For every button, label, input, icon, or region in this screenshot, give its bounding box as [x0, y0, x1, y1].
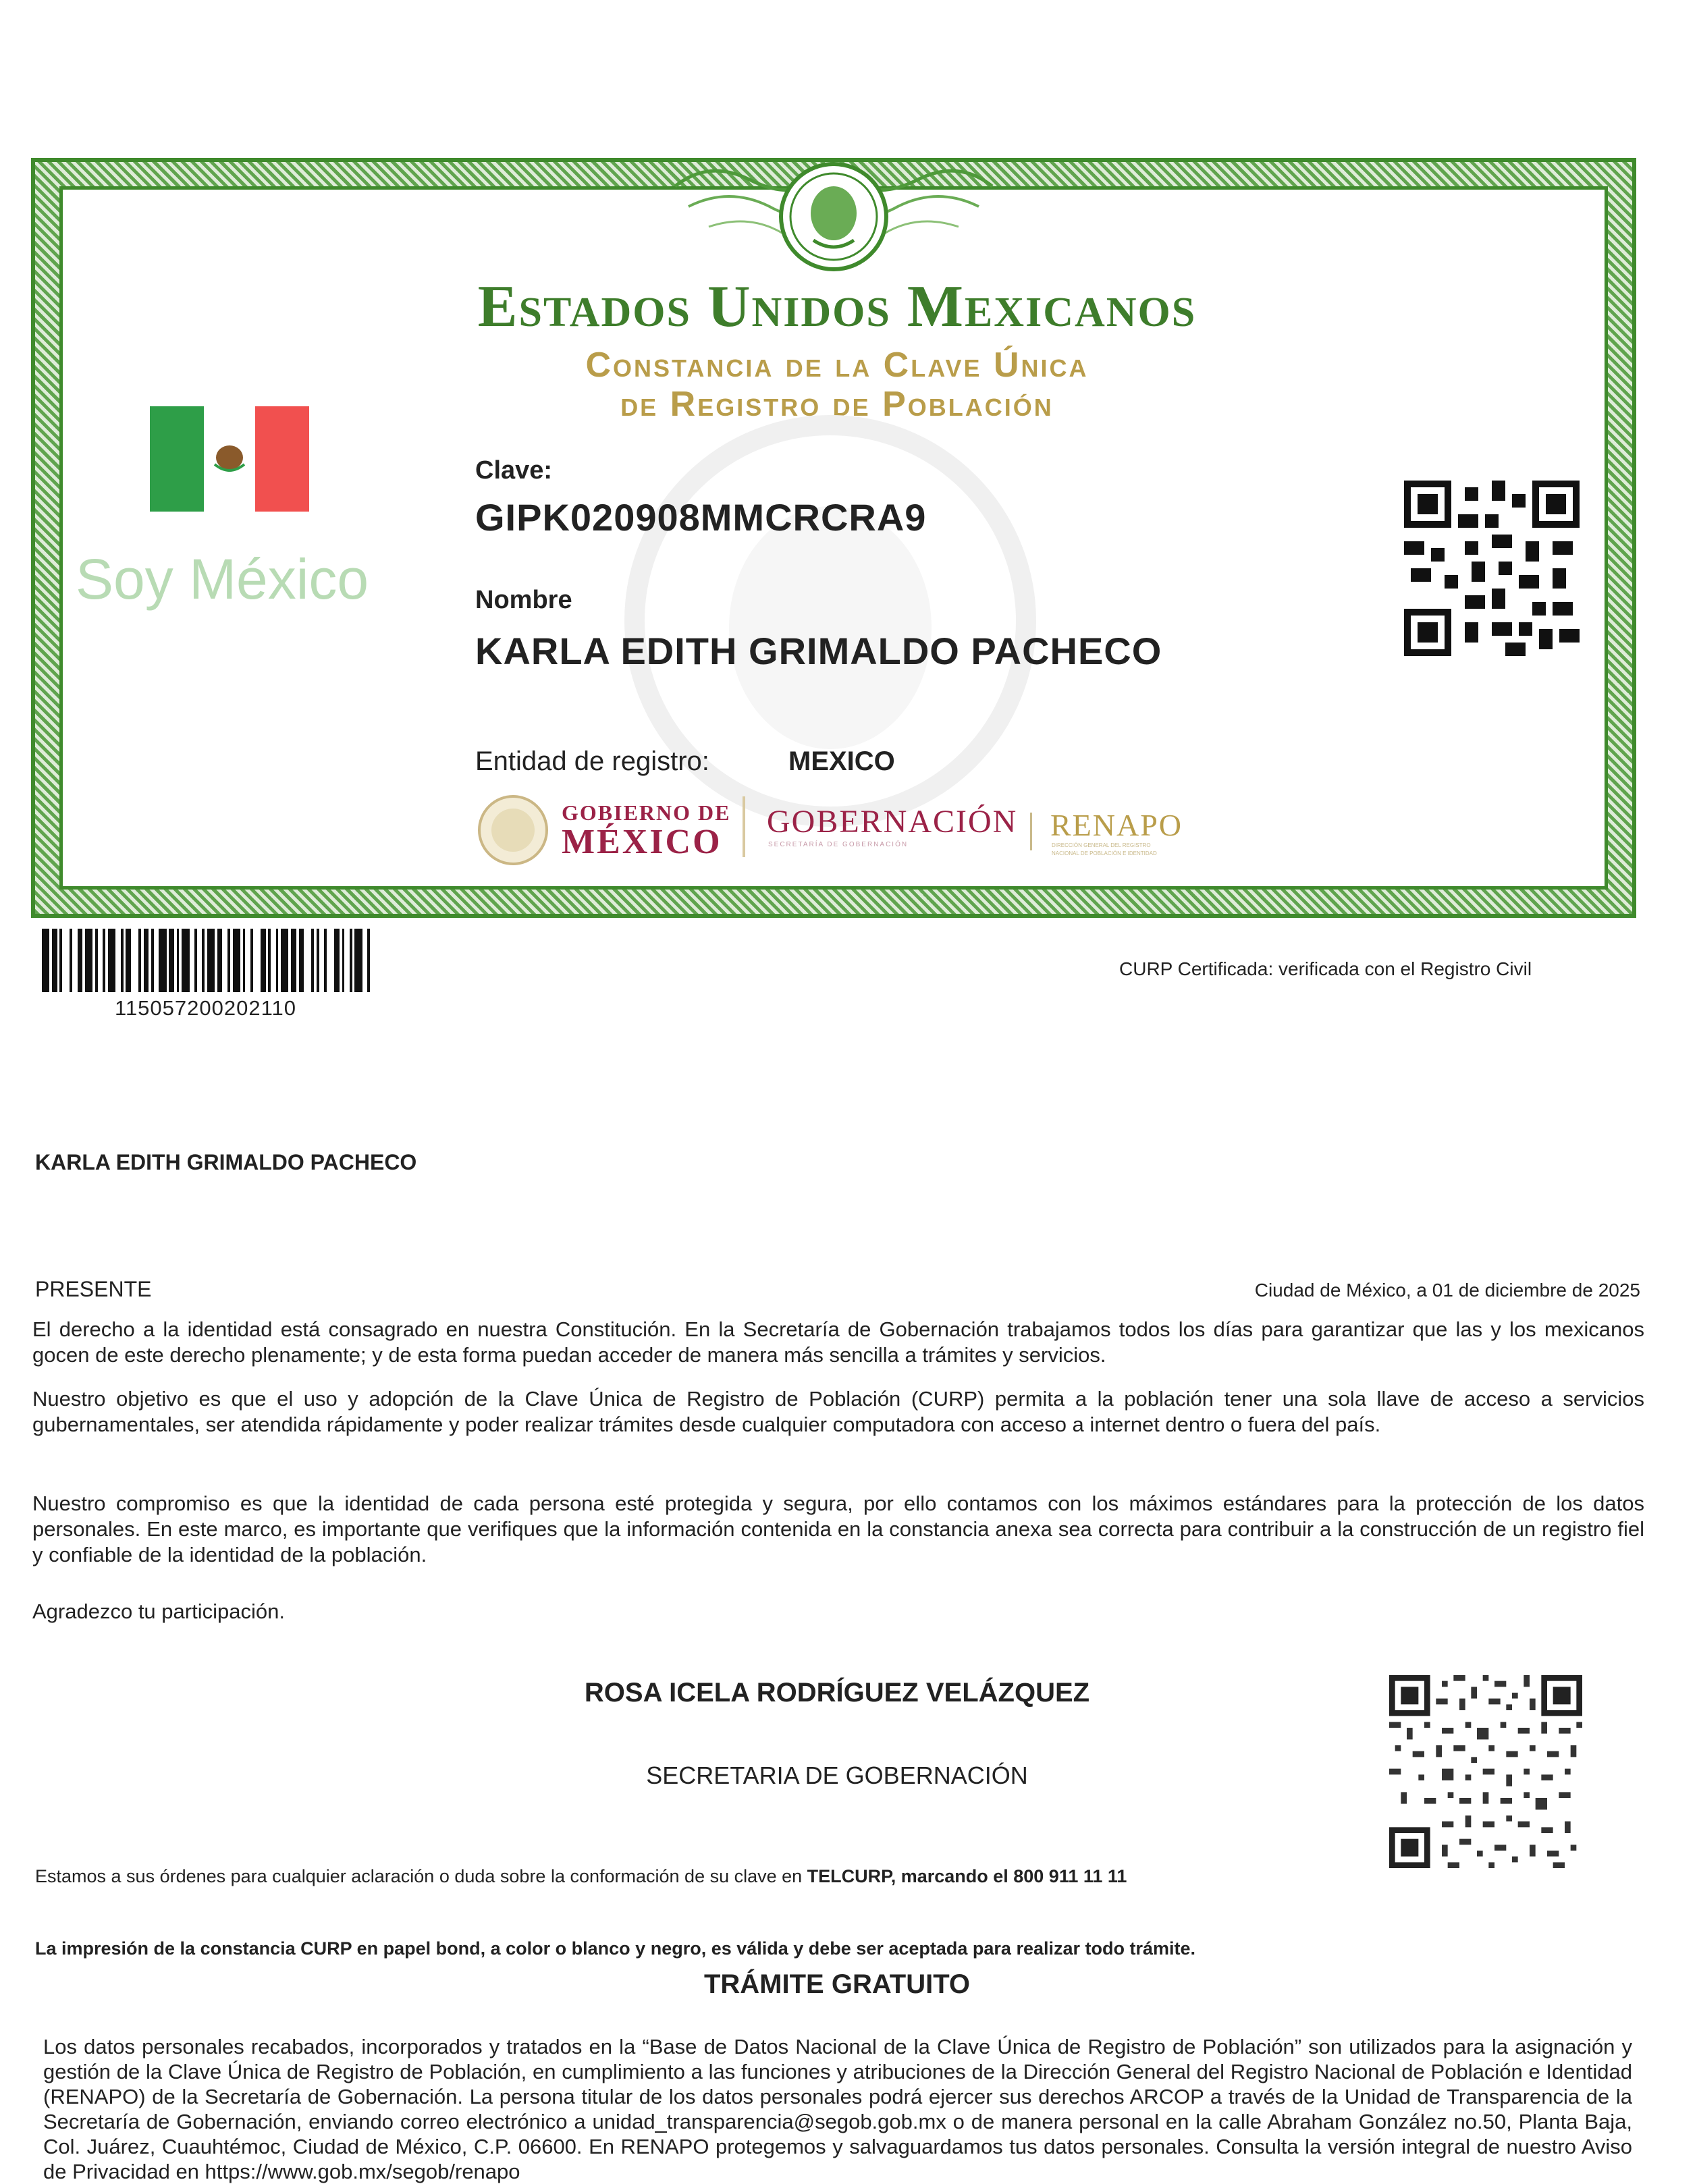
contact-line	[35, 1866, 1127, 1887]
barcode-bar	[197, 929, 203, 992]
barcode-bar	[207, 929, 215, 992]
barcode-bar	[42, 929, 49, 992]
nombre-label: Nombre	[475, 586, 572, 614]
barcode-bar	[370, 929, 375, 992]
logo-divider	[743, 796, 745, 857]
letter-thanks: Agradezco tu participación.	[32, 1600, 285, 1623]
certificate-subtitle-line2: de Registro de Población	[620, 385, 1054, 424]
barcode-bar	[52, 929, 57, 992]
certified-note: CURP Certificada: verificada con el Registro Civil	[1119, 958, 1532, 979]
barcode-bar	[344, 929, 350, 992]
barcode-bar	[354, 929, 362, 992]
barcode-bar	[304, 929, 311, 992]
barcode-bar	[253, 929, 261, 992]
letter-recipient: KARLA EDITH GRIMALDO PACHECO	[35, 1150, 417, 1174]
letter-paragraph-2: Nuestro objetivo es que el uso y adopción de la Clave Única de Registro de Población (CURP) permita a la población tener una sola llave de acceso a servicios gubernamentales, ser atendida rápidamente y poder realizar trámites desde cualquier computadora con acceso a internet dentro o fuera del país.	[32, 1387, 1644, 1436]
barcode-bar	[233, 929, 240, 992]
barcode-bar	[281, 929, 288, 992]
barcode-number: 115057200202110	[115, 996, 297, 1020]
barcode-bar	[319, 929, 325, 992]
nombre-value: KARLA EDITH GRIMALDO PACHECO	[475, 630, 1162, 672]
mexico-flag	[150, 406, 309, 512]
barcode-bar	[131, 929, 138, 992]
barcode-bar	[334, 929, 340, 992]
barcode-bar	[327, 929, 334, 992]
entidad-value: MEXICO	[788, 746, 895, 776]
logo-gobierno-line2: MÉXICO	[562, 823, 722, 861]
privacy-notice: Los datos personales recabados, incorporados y tratados en la “Base de Datos Nacional de la Clave Única de Registro de Población” son utilizados para la asignación y gestión de la Clave Única de Registro de Población, en cumplimiento a las funciones y atribuciones de la Dirección General del Registro Nacional de Población e Identidad (RENAPO) de la Secretaría de Gobernación. La persona titular de los datos personales podrá ejercer sus derechos ARCOP a través de la Unidad de Transparencia de la Secretaría de Gobernación, enviando correo electrónico a unidad_transparencia@segob.gob.mx o de manera personal en la calle Abraham González no.50, Planta Baja, Col. Juárez, Cuauhtémoc, Ciudad de México, C.P. 06600. En RENAPO protegemos y salvaguardamos tus datos personales. Consulta la versión integral de nuestro Aviso de Privacidad en https://www.gob.mx/segob/renapo	[43, 2035, 1632, 2183]
validity-note: La impresión de la constancia CURP en papel bond, a color o blanco y negro, es válida y debe ser aceptada para realizar todo trámite.	[35, 1938, 1196, 1959]
logo-renapo-sub1: DIRECCIÓN GENERAL DEL REGISTRO	[1052, 842, 1151, 848]
barcode-bar	[299, 929, 304, 992]
letter-presente: PRESENTE	[35, 1277, 152, 1301]
certificate-subtitle-line1: Constancia de la Clave Única	[585, 346, 1089, 385]
coat-of-arms-emblem	[668, 159, 999, 274]
barcode-bar	[362, 929, 368, 992]
clave-value: GIPK020908MMCRCRA9	[475, 496, 927, 539]
logo-gobernacion: GOBERNACIÓN	[767, 804, 1018, 840]
barcode-bar	[245, 929, 250, 992]
letter-paragraph-1: El derecho a la identidad está consagrado en nuestra Constitución. En la Secretaría de Gobernación trabajamos todos los días para garantizar que las y los mexicanos gocen de este derecho plenamente; y de esta forma puedan acceder de manera más sencilla a trámites y servicios.	[32, 1317, 1644, 1367]
barcode-bar	[190, 929, 195, 992]
logo-renapo-sub2: NACIONAL DE POBLACIÓN E IDENTIDAD	[1052, 850, 1157, 856]
barcode-bar	[159, 929, 166, 992]
letter-date: Ciudad de México, a 01 de diciembre de 2025	[1254, 1280, 1640, 1301]
qr-code-signature	[1389, 1675, 1582, 1868]
barcode-bar	[182, 929, 189, 992]
logo-gobernacion-sub: SECRETARÍA DE GOBERNACIÓN	[768, 841, 909, 848]
logo-gobierno-line1: GOBIERNO DE	[562, 800, 731, 825]
signer-title: SECRETARIA DE GOBERNACIÓN	[646, 1762, 1028, 1789]
barcode-bar	[72, 929, 78, 992]
barcode-bar	[261, 929, 266, 992]
barcode-bar	[126, 929, 131, 992]
contact-prefix: Estamos a sus órdenes para cualquier aclaración o duda sobre la conformación de su clave en	[35, 1866, 807, 1886]
barcode-bar	[78, 929, 83, 992]
certificate-title: Estados Unidos Mexicanos	[477, 274, 1197, 339]
barcode-bar	[154, 929, 159, 992]
barcode-bar	[291, 929, 296, 992]
gobierno-seal-icon	[477, 794, 549, 867]
soy-mexico-slogan: Soy México	[76, 547, 369, 611]
signer-name: ROSA ICELA RODRÍGUEZ VELÁZQUEZ	[584, 1678, 1090, 1708]
barcode-bar	[62, 929, 70, 992]
logo-divider-2	[1030, 813, 1032, 850]
clave-label: Clave:	[475, 456, 553, 485]
barcode-bar	[144, 929, 149, 992]
barcode	[42, 929, 375, 992]
barcode-bar	[115, 929, 121, 992]
barcode-bar	[169, 929, 174, 992]
barcode-bar	[217, 929, 223, 992]
barcode-bar	[271, 929, 276, 992]
contact-phone: TELCURP, marcando el 800 911 11 11	[807, 1866, 1127, 1886]
barcode-bar	[108, 929, 115, 992]
logo-renapo: RENAPO	[1050, 808, 1183, 842]
barcode-bar	[85, 929, 92, 992]
entidad-label: Entidad de registro:	[475, 746, 709, 776]
letter-paragraph-3: Nuestro compromiso es que la identidad de cada persona esté protegida y segura, por ello contamos con los máximos estándares para la protección de los datos personales. En este marco, es importante que verifiques que la información contenida en la constancia anexa sea correcta para contribuir a la construcción de un registro fiel y confiable de la identidad de la población.	[32, 1492, 1644, 1566]
qr-code-certificate	[1404, 481, 1580, 656]
barcode-bar	[98, 929, 103, 992]
barcode-bar	[222, 929, 227, 992]
free-procedure-label: TRÁMITE GRATUITO	[703, 1969, 971, 1999]
